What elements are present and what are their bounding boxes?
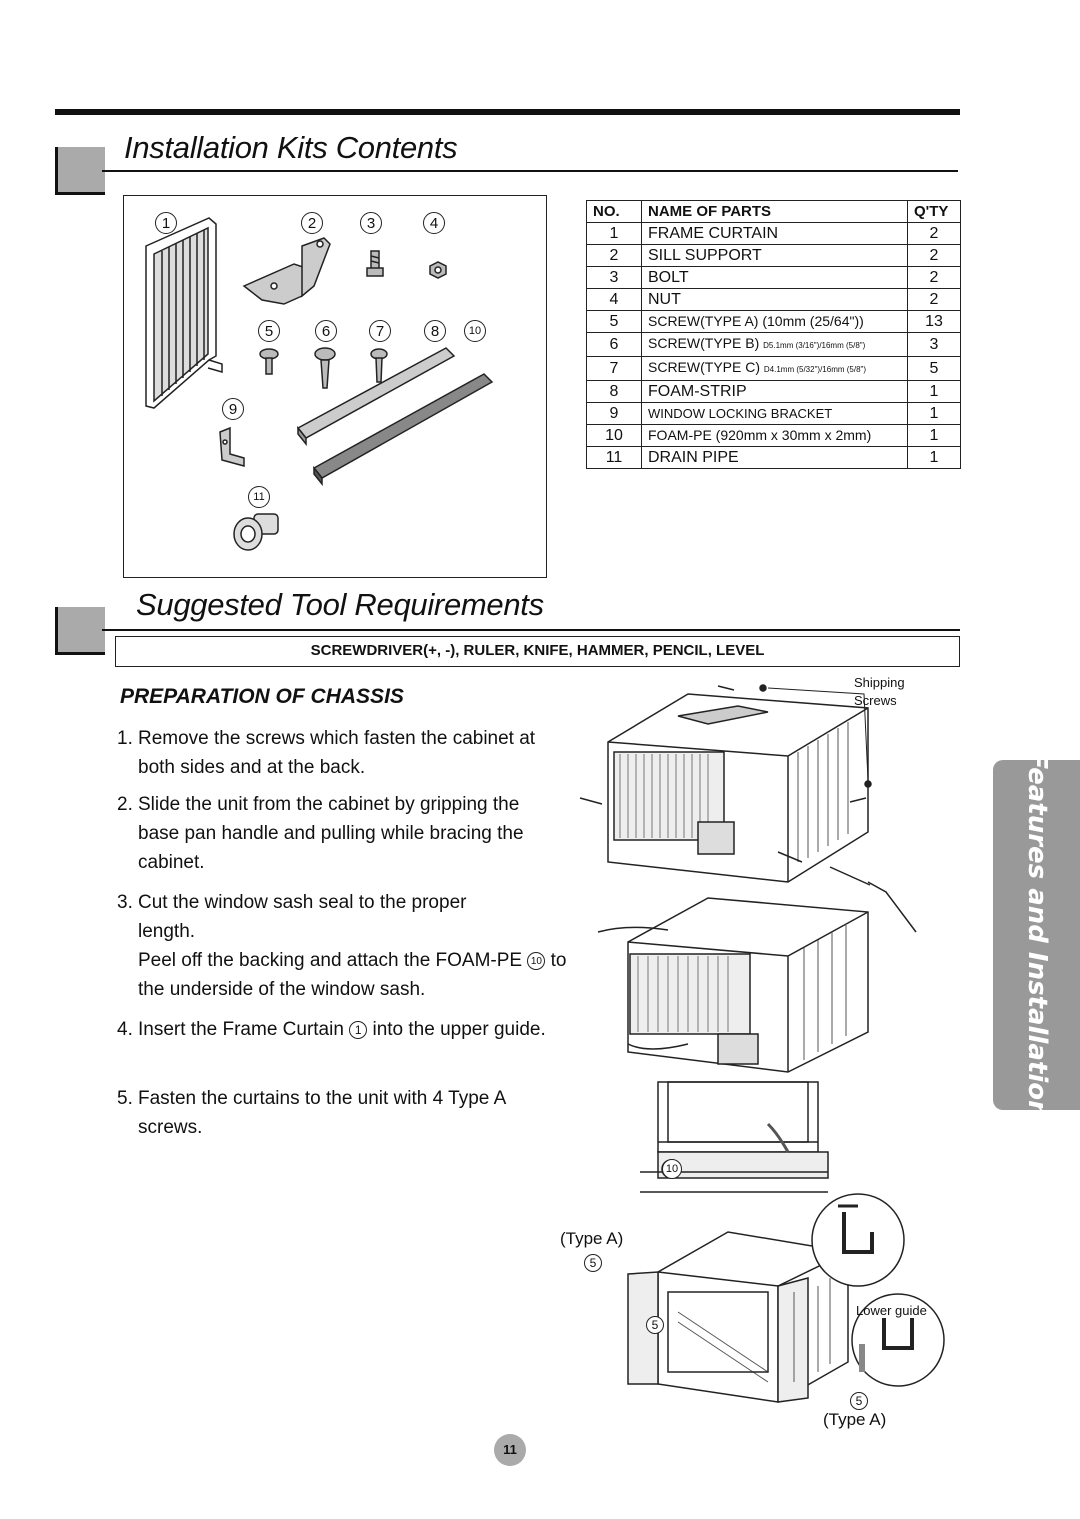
section-marker xyxy=(55,147,105,195)
type-a-label-top: (Type A) xyxy=(560,1229,624,1248)
table-row xyxy=(587,267,961,289)
sill-support-illustration xyxy=(244,238,330,304)
shipping-screws-label-1: Shipping xyxy=(854,675,905,690)
kit-parts-drawing xyxy=(124,196,548,579)
step-text: Fasten the curtains to the unit with 4 Type A screws. xyxy=(138,1088,506,1138)
row-no: 1 xyxy=(587,223,642,245)
row-name: FOAM-STRIP xyxy=(642,381,908,403)
row-name: FOAM-PE (920mm x 30mm x 2mm) xyxy=(642,425,908,447)
kit-number: 10 xyxy=(464,320,486,342)
table-row xyxy=(587,311,961,333)
table-row xyxy=(587,425,961,447)
step-5 xyxy=(117,1084,537,1142)
table-row xyxy=(587,245,961,267)
step-2 xyxy=(117,790,562,877)
step-number: 2. xyxy=(117,794,133,815)
kit-number: 4 xyxy=(423,212,445,234)
row-no: 6 xyxy=(587,333,642,357)
step-number: 5. xyxy=(117,1088,133,1109)
row-note: D5.1mm (3/16")/16mm (5/8") xyxy=(763,341,866,350)
step-text xyxy=(117,1015,547,1044)
page-number: 11 xyxy=(494,1434,526,1466)
header-name: NAME OF PARTS xyxy=(642,201,908,223)
table-row xyxy=(587,357,961,381)
row-name: DRAIN PIPE xyxy=(642,447,908,469)
window-locking-bracket-illustration xyxy=(220,428,244,466)
step-text-a: Insert the Frame Curtain xyxy=(138,1019,344,1040)
row-qty: 2 xyxy=(908,289,961,311)
row-no: 3 xyxy=(587,267,642,289)
cabinet-removal-illustration xyxy=(608,694,916,932)
row-qty: 3 xyxy=(908,333,961,357)
section-title-kits: Installation Kits Contents xyxy=(124,130,458,165)
row-qty: 2 xyxy=(908,223,961,245)
section-rule xyxy=(102,170,958,172)
step-text: Slide the unit from the cabinet by gripping the base pan handle and pulling while bracing the cabinet. xyxy=(138,794,524,873)
row-no: 4 xyxy=(587,289,642,311)
row-no: 5 xyxy=(587,311,642,333)
row-name: WINDOW LOCKING BRACKET xyxy=(642,403,908,425)
kit-illustration xyxy=(123,195,547,578)
row-name: SCREW(TYPE C) xyxy=(648,359,760,375)
screw-type-b-illustration xyxy=(315,348,335,388)
header-qty: Q'TY xyxy=(908,201,961,223)
row-name: BOLT xyxy=(642,267,908,289)
table-row xyxy=(587,447,961,469)
screw-ref-number: 5 xyxy=(584,1254,602,1272)
step-number: 1. xyxy=(117,728,133,749)
row-no: 9 xyxy=(587,403,642,425)
row-qty: 1 xyxy=(908,381,961,403)
step-text-b: into the upper guide. xyxy=(372,1019,546,1040)
preparation-title: PREPARATION OF CHASSIS xyxy=(120,685,404,708)
section-rule xyxy=(102,629,960,631)
step-1 xyxy=(117,724,562,782)
table-row xyxy=(587,223,961,245)
row-name: FRAME CURTAIN xyxy=(642,223,908,245)
row-qty: 5 xyxy=(908,357,961,381)
row-no: 8 xyxy=(587,381,642,403)
chassis-slide-illustration xyxy=(598,898,868,1072)
frame-curtain-illustration xyxy=(146,218,222,408)
screw-type-a-illustration xyxy=(260,349,278,374)
row-no: 2 xyxy=(587,245,642,267)
step-4 xyxy=(117,1015,547,1044)
type-a-label-bottom: (Type A) xyxy=(823,1410,887,1429)
foam-ref-number: 10 xyxy=(662,1159,682,1179)
nut-illustration xyxy=(430,262,446,278)
step-3 xyxy=(117,888,567,1004)
table-row xyxy=(587,403,961,425)
screw-ref-number: 5 xyxy=(850,1392,868,1410)
kit-number: 2 xyxy=(301,212,323,234)
row-no: 10 xyxy=(587,425,642,447)
step-text: Cut the window sash seal to the proper length. xyxy=(138,892,467,942)
table-row xyxy=(587,381,961,403)
row-no: 11 xyxy=(587,447,642,469)
side-tab-label: Features and Installation xyxy=(1021,751,1052,1119)
row-qty: 2 xyxy=(908,245,961,267)
side-tab xyxy=(993,751,1080,1119)
row-name: SCREW(TYPE A) (10mm (25/64")) xyxy=(642,311,908,333)
screw-ref-number: 5 xyxy=(646,1316,664,1334)
parts-table-header xyxy=(587,201,961,223)
row-qty: 2 xyxy=(908,267,961,289)
kit-number: 9 xyxy=(222,398,244,420)
row-qty: 13 xyxy=(908,311,961,333)
kit-number: 6 xyxy=(315,320,337,342)
row-name-cell xyxy=(642,333,908,357)
screw-type-c-illustration xyxy=(371,349,387,382)
table-row xyxy=(587,333,961,357)
chassis-illustrations xyxy=(568,672,948,1432)
step-number: 3. xyxy=(117,892,133,913)
step-text: Remove the screws which fasten the cabinet at both sides and at the back. xyxy=(138,728,536,778)
row-qty: 1 xyxy=(908,403,961,425)
kit-number: 3 xyxy=(360,212,382,234)
shipping-screws-label-2: Screws xyxy=(854,693,897,708)
lower-guide-label: Lower guide xyxy=(856,1303,927,1318)
row-note: D4.1mm (5/32")/16mm (5/8") xyxy=(763,365,867,374)
section-marker xyxy=(55,607,105,655)
parts-table xyxy=(586,200,961,469)
step-text-b: to the underside of the window sash. xyxy=(138,950,567,1000)
kit-number: 5 xyxy=(258,320,280,342)
row-qty: 1 xyxy=(908,425,961,447)
foam-pe-illustration xyxy=(314,374,492,484)
kit-number: 1 xyxy=(155,212,177,234)
kit-number: 11 xyxy=(248,486,270,508)
ref-number: 10 xyxy=(527,952,545,970)
row-name: SCREW(TYPE B) xyxy=(648,335,760,351)
step-number: 4. xyxy=(117,1019,133,1040)
guide-magnifier-top xyxy=(812,1194,904,1286)
row-name: SILL SUPPORT xyxy=(642,245,908,267)
kit-number: 7 xyxy=(369,320,391,342)
row-qty: 1 xyxy=(908,447,961,469)
tools-list: SCREWDRIVER(+, -), RULER, KNIFE, HAMMER, PENCIL, LEVEL xyxy=(115,636,960,667)
kit-number: 8 xyxy=(424,320,446,342)
row-name-cell xyxy=(642,357,908,381)
row-name: NUT xyxy=(642,289,908,311)
header-no: NO. xyxy=(587,201,642,223)
bolt-illustration xyxy=(367,251,383,276)
ref-number: 1 xyxy=(349,1021,367,1039)
table-row xyxy=(587,289,961,311)
step-text-a: Peel off the backing and attach the FOAM-PE xyxy=(138,950,523,971)
step-text-extra xyxy=(117,946,568,1004)
row-no: 7 xyxy=(587,357,642,381)
section-title-tools: Suggested Tool Requirements xyxy=(136,587,544,622)
drain-pipe-illustration xyxy=(234,514,278,550)
top-rule xyxy=(55,109,960,115)
